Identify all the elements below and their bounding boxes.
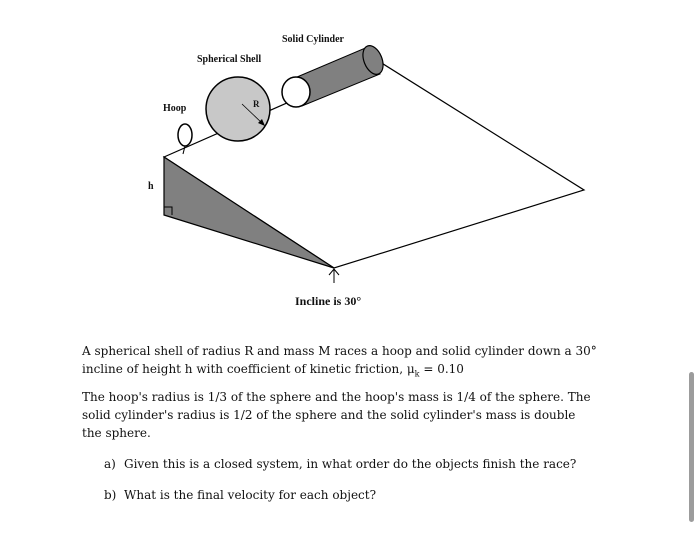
height-label: h xyxy=(148,181,154,192)
question-b xyxy=(104,488,376,502)
radius-label: R xyxy=(253,99,260,109)
spherical-shell xyxy=(206,77,270,141)
solid-cylinder-label: Solid Cylinder xyxy=(282,34,344,45)
problem-paragraph-1 xyxy=(82,342,602,383)
mu-symbol: μ xyxy=(406,362,415,376)
question-b-marker: b) xyxy=(104,488,117,502)
question-b-text: What is the final velocity for each object? xyxy=(124,488,377,502)
spherical-shell-label: Spherical Shell xyxy=(197,54,262,65)
hoop-label: Hoop xyxy=(163,103,187,114)
problem-paragraph-2: The hoop's radius is 1/3 of the sphere and the hoop's mass is 1/4 of the sphere. The solid cylinder's radius is 1/2 of the sphere and the solid cylinder's mass is double the sphere. xyxy=(82,390,591,440)
question-a xyxy=(104,457,576,471)
incline-angle-label: Incline is 30° xyxy=(295,294,362,308)
question-a-marker: a) xyxy=(104,457,116,471)
incline-arrow xyxy=(329,269,339,283)
friction-value: = 0.10 xyxy=(419,362,464,376)
mu-subscript: k xyxy=(414,369,420,379)
vertical-scrollbar[interactable] xyxy=(689,372,694,522)
problem-line-2: incline of height h with coefficient of kinetic friction, xyxy=(82,362,407,376)
problem-line-1: A spherical shell of radius R and mass M races a hoop and solid cylinder down a 30° xyxy=(82,344,597,358)
question-a-text: Given this is a closed system, in what order do the objects finish the race? xyxy=(124,457,577,471)
